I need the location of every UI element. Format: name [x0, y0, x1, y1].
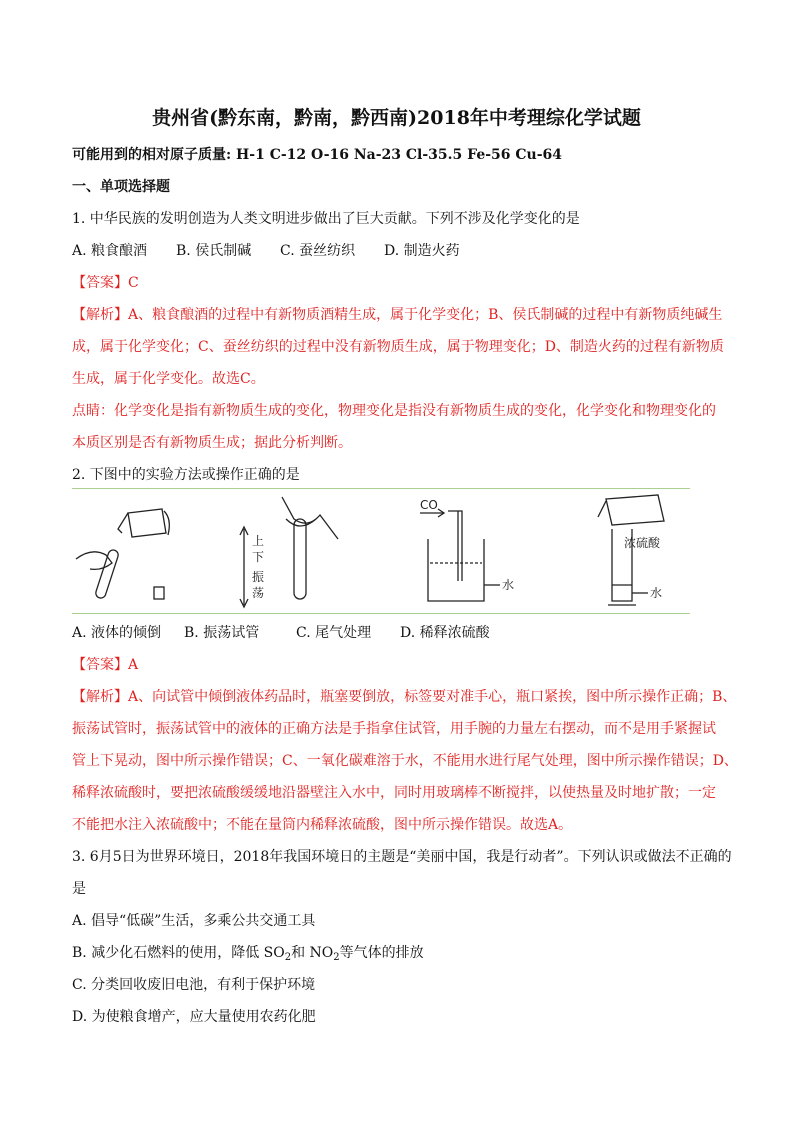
- figure-label-water-c: 水: [502, 578, 515, 592]
- figure-label-water-d: 水: [650, 586, 663, 600]
- option-a: A. 液体的倾倒: [72, 625, 162, 641]
- figure-label-up: 上: [252, 534, 265, 548]
- option-b-text-1: B. 减少化石燃料的使用，降低 SO: [72, 945, 285, 961]
- option-c: C. 尾气处理: [296, 625, 372, 641]
- option-b-text-2: 和 NO: [291, 945, 334, 961]
- option-b: B. 振荡试管: [184, 625, 260, 641]
- question-2-options: [72, 622, 490, 642]
- question-1-tip-line-1: 点睛：化学变化是指有新物质生成的变化，物理变化是指没有新物质生成的变化，化学变化和物理变化的: [72, 403, 716, 419]
- figure-label-down: 下: [252, 550, 265, 564]
- question-2-stem: 2. 下图中的实验方法或操作正确的是: [72, 467, 300, 483]
- question-3-stem-line-2: 是: [72, 881, 86, 897]
- pouring-liquid-illustration: [76, 509, 169, 599]
- question-2-answer: 【答案】A: [72, 657, 139, 673]
- option-b: B. 侯氏制碱: [176, 243, 252, 259]
- experiment-figure: [72, 488, 690, 614]
- question-3-option-c: C. 分类回收废旧电池，有利于保护环境: [72, 977, 316, 993]
- question-1-stem: 1. 中华民族的发明创造为人类文明进步做出了巨大贡献。下列不涉及化学变化的是: [72, 211, 580, 227]
- option-d: D. 稀释浓硫酸: [400, 625, 490, 641]
- question-1-analysis-line-2: 成，属于化学变化；C、蚕丝纺织的过程中没有新物质生成，属于物理变化；D、制造火药的过程有新物质: [72, 339, 724, 355]
- question-2-analysis-line-5: 不能把水注入浓硫酸中；不能在量筒内稀释浓硫酸，图中所示操作错误。故选A。: [72, 817, 573, 833]
- question-3-option-b: [72, 942, 424, 963]
- question-2-analysis-line-2: 振荡试管时，振荡试管中的液体的正确方法是手指拿住试管，用手腕的力量左右摆动，而不是用手紧握试: [72, 721, 716, 737]
- question-1-analysis-line-1: 【解析】A、粮食酿酒的过程中有新物质酒精生成，属于化学变化；B、侯氏制碱的过程中有新物质纯碱生: [72, 307, 723, 323]
- question-2-analysis-line-1: 【解析】A、向试管中倾倒液体药品时，瓶塞要倒放，标签要对准手心，瓶口紧挨，图中所示操作正确；B、: [72, 689, 737, 705]
- tail-gas-illustration: [420, 509, 500, 601]
- question-1-options: [72, 240, 460, 260]
- figure-label-acid: 浓硫酸: [624, 536, 661, 550]
- option-a: A. 粮食酿酒: [72, 243, 148, 259]
- figure-label-shake-2: 荡: [252, 586, 265, 600]
- option-b-text-3: 等气体的排放: [339, 945, 424, 961]
- question-1-answer: 【答案】C: [72, 275, 139, 291]
- question-1-analysis-line-3: 生成，属于化学变化。故选C。: [72, 371, 265, 387]
- question-2-analysis-line-4: 稀释浓硫酸时，要把浓硫酸缓缓地沿器壁注入水中，同时用玻璃棒不断搅拌，以使热量及时地扩散；一定: [72, 785, 716, 801]
- question-1-tip-line-2: 本质区别是否有新物质生成；据此分析判断。: [72, 435, 352, 451]
- section-heading: 一、单项选择题: [72, 179, 170, 195]
- page-title: 贵州省(黔东南，黔南，黔西南)2018年中考理综化学试题: [152, 107, 641, 129]
- experiment-figure-drawing: [72, 489, 690, 613]
- figure-label-co: CO: [420, 498, 438, 512]
- question-3-stem-line-1: 3. 6月5日为世界环境日，2018年我国环境日的主题是“美丽中国，我是行动者”。下列认识或做法不正确的: [72, 849, 732, 865]
- question-3-option-d: D. 为使粮食增产，应大量使用农药化肥: [72, 1009, 316, 1025]
- atomic-mass-line: 可能用到的相对原子质量: H-1 C-12 O-16 Na-23 Cl-35.5 Fe-56 Cu-64: [72, 147, 563, 163]
- question-2-analysis-line-3: 管上下晃动，图中所示操作错误；C、一氧化碳难溶于水，不能用水进行尾气处理，图中所示操作错误；D、: [72, 753, 738, 769]
- question-3-option-a: A. 倡导“低碳”生活，多乘公共交通工具: [72, 913, 316, 929]
- option-b-subscript-2: 2: [333, 952, 340, 963]
- option-b-subscript-1: 2: [284, 952, 292, 963]
- option-c: C. 蚕丝纺织: [280, 243, 356, 259]
- figure-label-shake-1: 振: [252, 570, 265, 584]
- option-d: D. 制造火药: [384, 243, 460, 259]
